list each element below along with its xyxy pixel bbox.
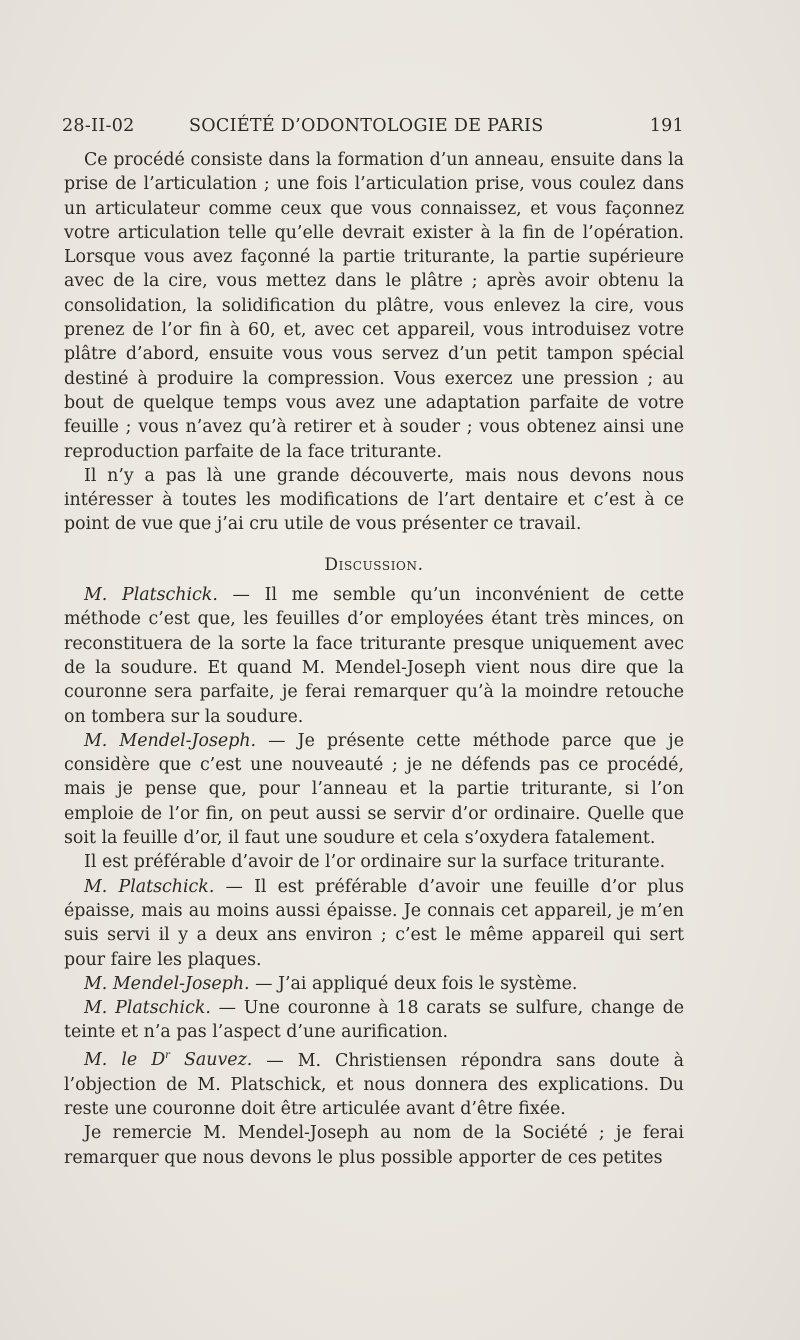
discussion-entry <box>64 583 684 729</box>
speaker-name: M. Mendel-Joseph. <box>84 973 250 994</box>
discussion-entry <box>64 1121 684 1170</box>
discussion-entry <box>64 996 684 1045</box>
header-date: 28-II-02 <box>62 116 135 136</box>
speaker-name: M. Platschick. <box>84 998 211 1019</box>
speech-text: — Je présente cette méthode parce que je considère que c’est une nouveauté ; je ne défends pas ce procédé, mais je pense que, pour l’anneau et la partie triturante, si l’on emploie de l’or fin, on peut aussi se servir d’or ordinaire. Quelle que soit la feuille d’or, il faut une soudure et cela s’oxydera fatalement. <box>64 730 684 849</box>
discussion-entry <box>64 729 684 850</box>
speech-text: Je remercie M. Mendel-Joseph au nom de la Société ; je ferai remarquer que nous devons le plus possible apporter de ces petites <box>64 1123 684 1168</box>
discussion-entry <box>64 1045 684 1122</box>
speech-text: — Il me semble qu’un inconvénient de cette méthode c’est que, les feuilles d’or employées étant très minces, on reconstituera de la sorte la face triturante presque uniquement avec de la soudure. Et quand M. Mendel-Joseph vient nous dire que la couronne sera parfaite, je ferai remarquer qu’à la moindre retouche on tombera sur la soudure. <box>64 585 684 727</box>
section-heading: Discussion. <box>324 554 424 575</box>
speech-text: — J’ai appliqué deux fois le système. <box>249 973 578 994</box>
speaker-name: M. Platschick. <box>84 876 215 897</box>
page-body <box>64 148 684 1170</box>
speaker-name: M. Platschick. <box>84 585 218 606</box>
speech-text: — Une couronne à 18 carats se sulfure, change de teinte et n’a pas l’aspect d’une aurification. <box>64 998 685 1043</box>
speech-text: — Il est préférable d’avoir une feuille d’or plus épaisse, mais au moins aussi épaisse. Je connais cet appareil, je m’en suis servi il y a deux ans environ ; c’est le même appareil qui sert pour faire les plaques. <box>64 876 684 970</box>
discussion-entry <box>64 875 684 972</box>
speaker-name: M. le $D^r$ Sauvez. <box>84 1050 253 1071</box>
speech-text: — M. Christiensen répondra sans doute à l’objection de M. Platschick, et nous donnera des explications. Du reste une couronne doit être articulée avant d’être fixée. <box>64 1050 684 1120</box>
discussion-entry <box>64 850 684 874</box>
discussion-entry <box>64 972 684 996</box>
page-number: 191 <box>649 116 684 136</box>
speech-text: Il est préférable d’avoir de l’or ordinaire sur la surface triturante. <box>84 852 666 873</box>
paragraph: Il n’y a pas là une grande découverte, mais nous devons nous intéresser à toutes les modifications de l’art dentaire et c’est à ce point de vue que j’ai cru utile de vous présenter ce travail. <box>64 465 684 535</box>
speaker-name: M. Mendel-Joseph. <box>84 730 257 751</box>
header-journal-title: SOCIÉTÉ D’ODONTOLOGIE DE PARIS <box>189 116 544 136</box>
running-header <box>62 116 684 140</box>
paragraph: Ce procédé consiste dans la formation d’un anneau, ensuite dans la prise de l’articulation ; une fois l’articulation prise, vous coulez dans un articulateur comme ceux que vous connaissez, et vous façonnez votre articulation telle qu’elle devrait exister à la fin de l’opération. Lorsque vous avez façonné la partie triturante, la partie supérieure avec de la cire, vous mettez dans le plâtre ; après avoir obtenu la consolidation, la solidification du plâtre, vous enlevez la cire, vous prenez de l’or fin à 60, et, avec cet appareil, vous introduisez votre plâtre d’abord, ensuite vous vous servez d’un petit tampon spécial destiné à produire la compression. Vous exercez une pression ; au bout de quelque temps vous avez une adaptation parfaite de votre feuille ; vous n’avez qu’à retirer et à souder ; vous obtenez ainsi une reproduction parfaite de la face triturante. <box>64 150 684 462</box>
